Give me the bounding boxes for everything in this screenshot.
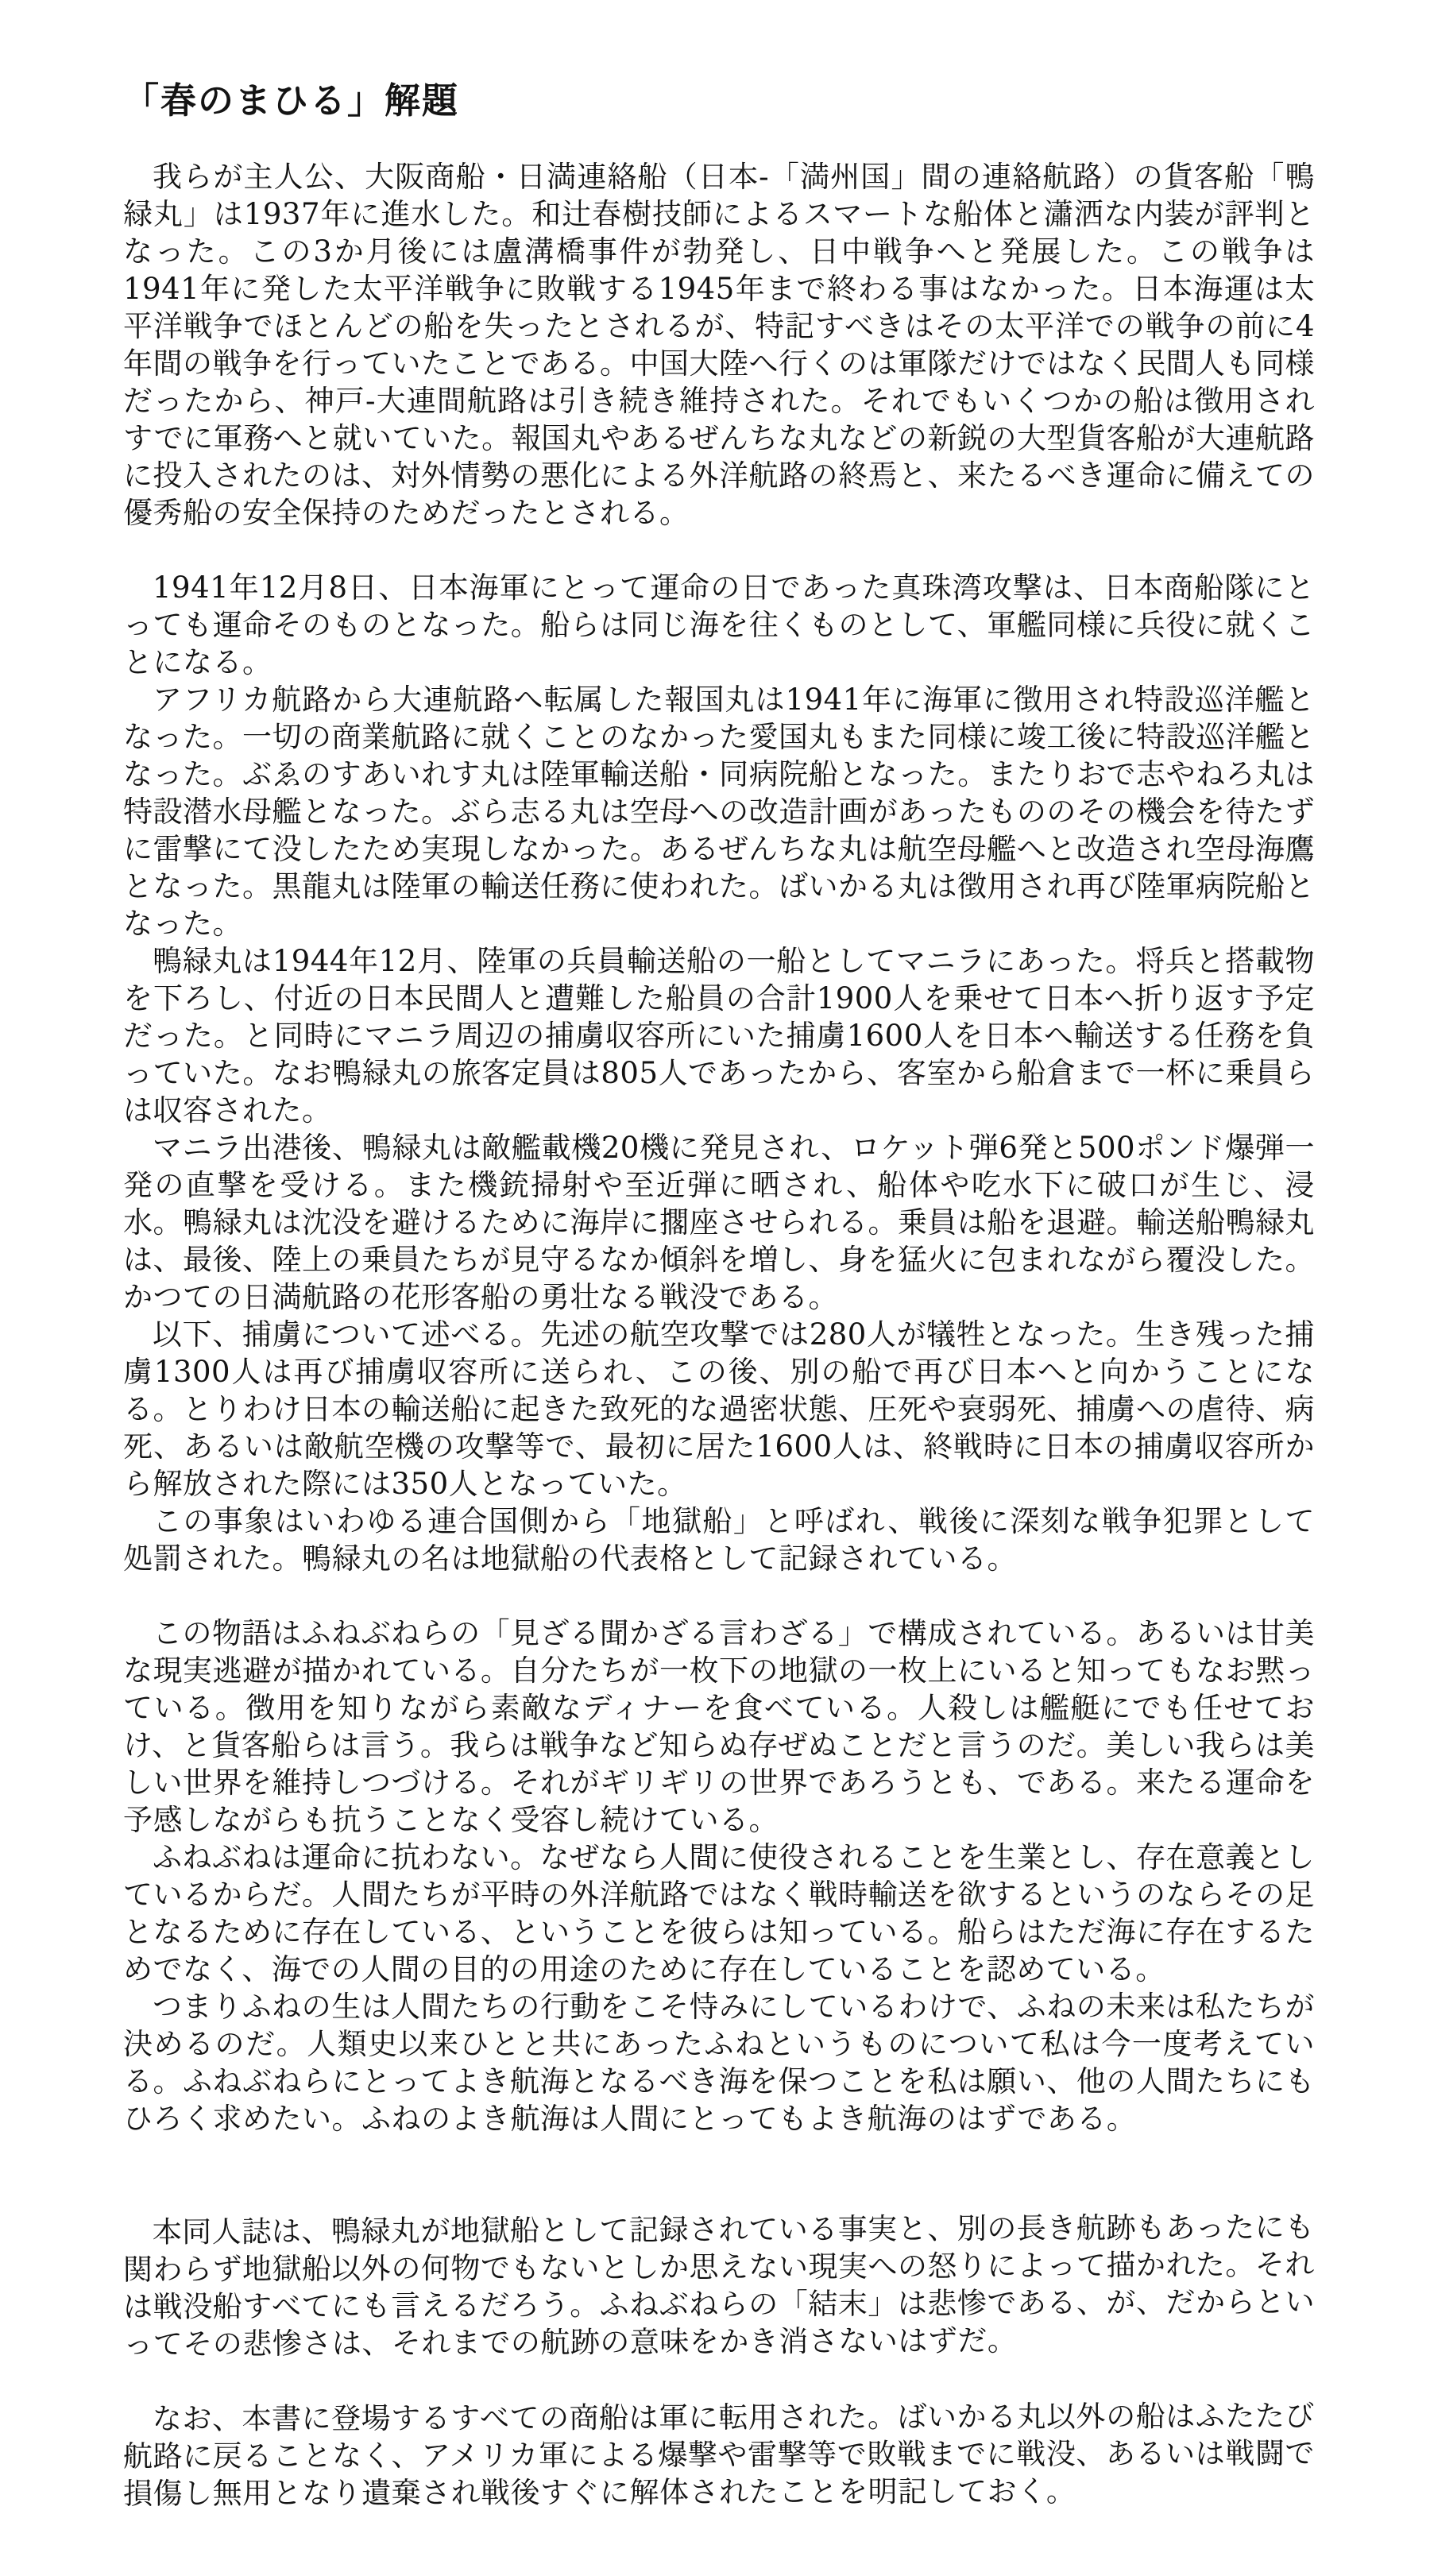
paragraph: 本同人誌は、鴨緑丸が地獄船として記録されている事実と、別の長き航跡もあったにも関わらず地獄船以外の何物でもないとしか思えない現実への怒りによって描かれた。それは戦没船すべてにも言えるだろう。ふねぶねらの「結末」は悲惨である、が、だからといってその悲惨さは、それまでの航跡の意味をかき消さないはずだ。 (122, 2210, 1316, 2361)
paragraph: この物語はふねぶねらの「見ざる聞かざる言わざる」で構成されている。あるいは甘美な現実逃避が描かれている。自分たちが一枚下の地獄の一枚上にいると知ってもなお黙っている。徴用を知りながら素敵なディナーを食べている。人殺しは艦艇にでも任せておけ、と貨客船らは言う。我らは戦争など知らぬ存ぜぬことだと言うのだ。美しい我らは美しい世界を維持しつづける。それがギリギリの世界であろうとも、である。来たる運命を予感しながらも抗うことなく受容し続けている。 (123, 1616, 1315, 1837)
paragraph: この事象はいわゆる連合国側から「地獄船」と呼ばれ、戦後に深刻な戦争犯罪として処罰された。鴨緑丸の名は地獄船の代表格として記録されている。 (123, 1504, 1315, 1576)
afterword-block (123, 2208, 1316, 2363)
paragraph: 我らが主人公、大阪商船・日満連絡船（日本-「満州国」間の連絡航路）の貨客船「鴨緑丸」は1937年に進水した。和辻春樹技師によるスマートな船体と瀟洒な内装が評判となった。この3か月後には盧溝橋事件が勃発し、日中戦争へと発展した。この戦争は1941年に発した太平洋戦争に敗戦する1945年まで終わる事はなかった。日本海運は太平洋戦争でほとんどの船を失ったとされるが、特記すべきはその太平洋での戦争の前に4年間の戦争を行っていたことである。中国大陸へ行くのは軍隊だけではなく民間人も同様だったから、神戸-大連間航路は引き続き維持された。それでもいくつかの船は徴用されすでに軍務へと就いていた。報国丸やあるぜんちな丸などの新鋭の大型貨客船が大連航路に投入されたのは、対外情勢の悪化による外洋航路の終焉と、来たるべき運命に備えての優秀船の安全保持のためだったとされる。 (123, 160, 1315, 530)
closing-note-block (123, 2397, 1315, 2512)
paragraph: アフリカ航路から大連航路へ転属した報国丸は1941年に海軍に徴用され特設巡洋艦となった。一切の商業航路に就くことのなかった愛国丸もまた同様に竣工後に特設巡洋艦となった。ぶゑのすあいれす丸は陸軍輸送船・同病院船となった。またりおで志やねろ丸は特設潜水母艦となった。ぶら志る丸は空母への改造計画があったもののその機会を待たずに雷撃にて没したため実現しなかった。あるぜんちな丸は航空母艦へと改造され空母海鷹となった。黒龍丸は陸軍の輸送任務に使われた。ばいかる丸は徴用され再び陸軍病院船となった。 (123, 683, 1315, 941)
paragraph: 以下、捕虜について述べる。先述の航空攻撃では280人が犠牲となった。生き残った捕虜1300人は再び捕虜収容所に送られ、この後、別の船で再び日本へと向かうことになる。とりわけ日本の輸送船に起きた致死的な過密状態、圧死や衰弱死、捕虜への虐待、病死、あるいは敵航空機の攻撃等で、最初に居た1600人は、終戦時に日本の捕虜収容所から解放された際には350人となっていた。 (123, 1317, 1315, 1501)
paragraph: 1941年12月8日、日本海軍にとって運命の日であった真珠湾攻撃は、日本商船隊にとっても運命そのものとなった。船らは同じ海を往くものとして、軍艦同様に兵役に就くことになる。 (123, 571, 1315, 679)
page-title: 「春のまひる」解題 (123, 79, 460, 122)
commentary-block (123, 1615, 1315, 2137)
paragraph: ふねぶねは運命に抗わない。なぜなら人間に使役されることを生業とし、存在意義としているからだ。人間たちが平時の外洋航路ではなく戦時輸送を欲するというのならその足となるために存在している、ということを彼らは知っている。船らはただ海に存在するためでなく、海での人間の目的の用途のために存在していることを認めている。 (123, 1840, 1315, 1986)
paragraph: なお、本書に登場するすべての商船は軍に転用された。ばいかる丸以外の船はふたたび航路に戻ることなく、アメリカ軍による爆撃や雷撃等で敗戦までに戦没、あるいは戦闘で損傷し無用となり遺棄され戦後すぐに解体されたことを明記しておく。 (122, 2399, 1316, 2511)
paragraph: 鴨緑丸は1944年12月、陸軍の兵員輸送船の一船としてマニラにあった。将兵と搭載物を下ろし、付近の日本民間人と遭難した船員の合計1900人を乗せて日本へ折り返す予定だった。と同時にマニラ周辺の捕虜収容所にいた捕虜1600人を日本へ輸送する任務を負っていた。なお鴨緑丸の旅客定員は805人であったから、客室から船倉まで一杯に乗員らは収容された。 (123, 944, 1315, 1127)
intro-block (123, 158, 1315, 532)
history-block (123, 569, 1315, 1577)
paragraph: つまりふねの生は人間たちの行動をこそ恃みにしているわけで、ふねの未来は私たちが決めるのだ。人類史以来ひとと共にあったふねというものについて私は今一度考えている。ふねぶねらにとってよき航海となるべき海を保つことを私は願い、他の人間たちにもひろく求めたい。ふねのよき航海は人間にとってもよき航海のはずである。 (123, 1990, 1315, 2136)
paragraph: マニラ出港後、鴨緑丸は敵艦載機20機に発見され、ロケット弾6発と500ポンド爆弾一発の直撃を受ける。また機銃掃射や至近弾に晒され、船体や吃水下に破口が生じ、浸水。鴨緑丸は沈没を避けるために海岸に擱座させられる。乗員は船を退避。輸送船鴨緑丸は、最後、陸上の乗員たちが見守るなか傾斜を増し、身を猛火に包まれながら覆没した。かつての日満航路の花形客船の勇壮なる戦没である。 (123, 1131, 1315, 1314)
